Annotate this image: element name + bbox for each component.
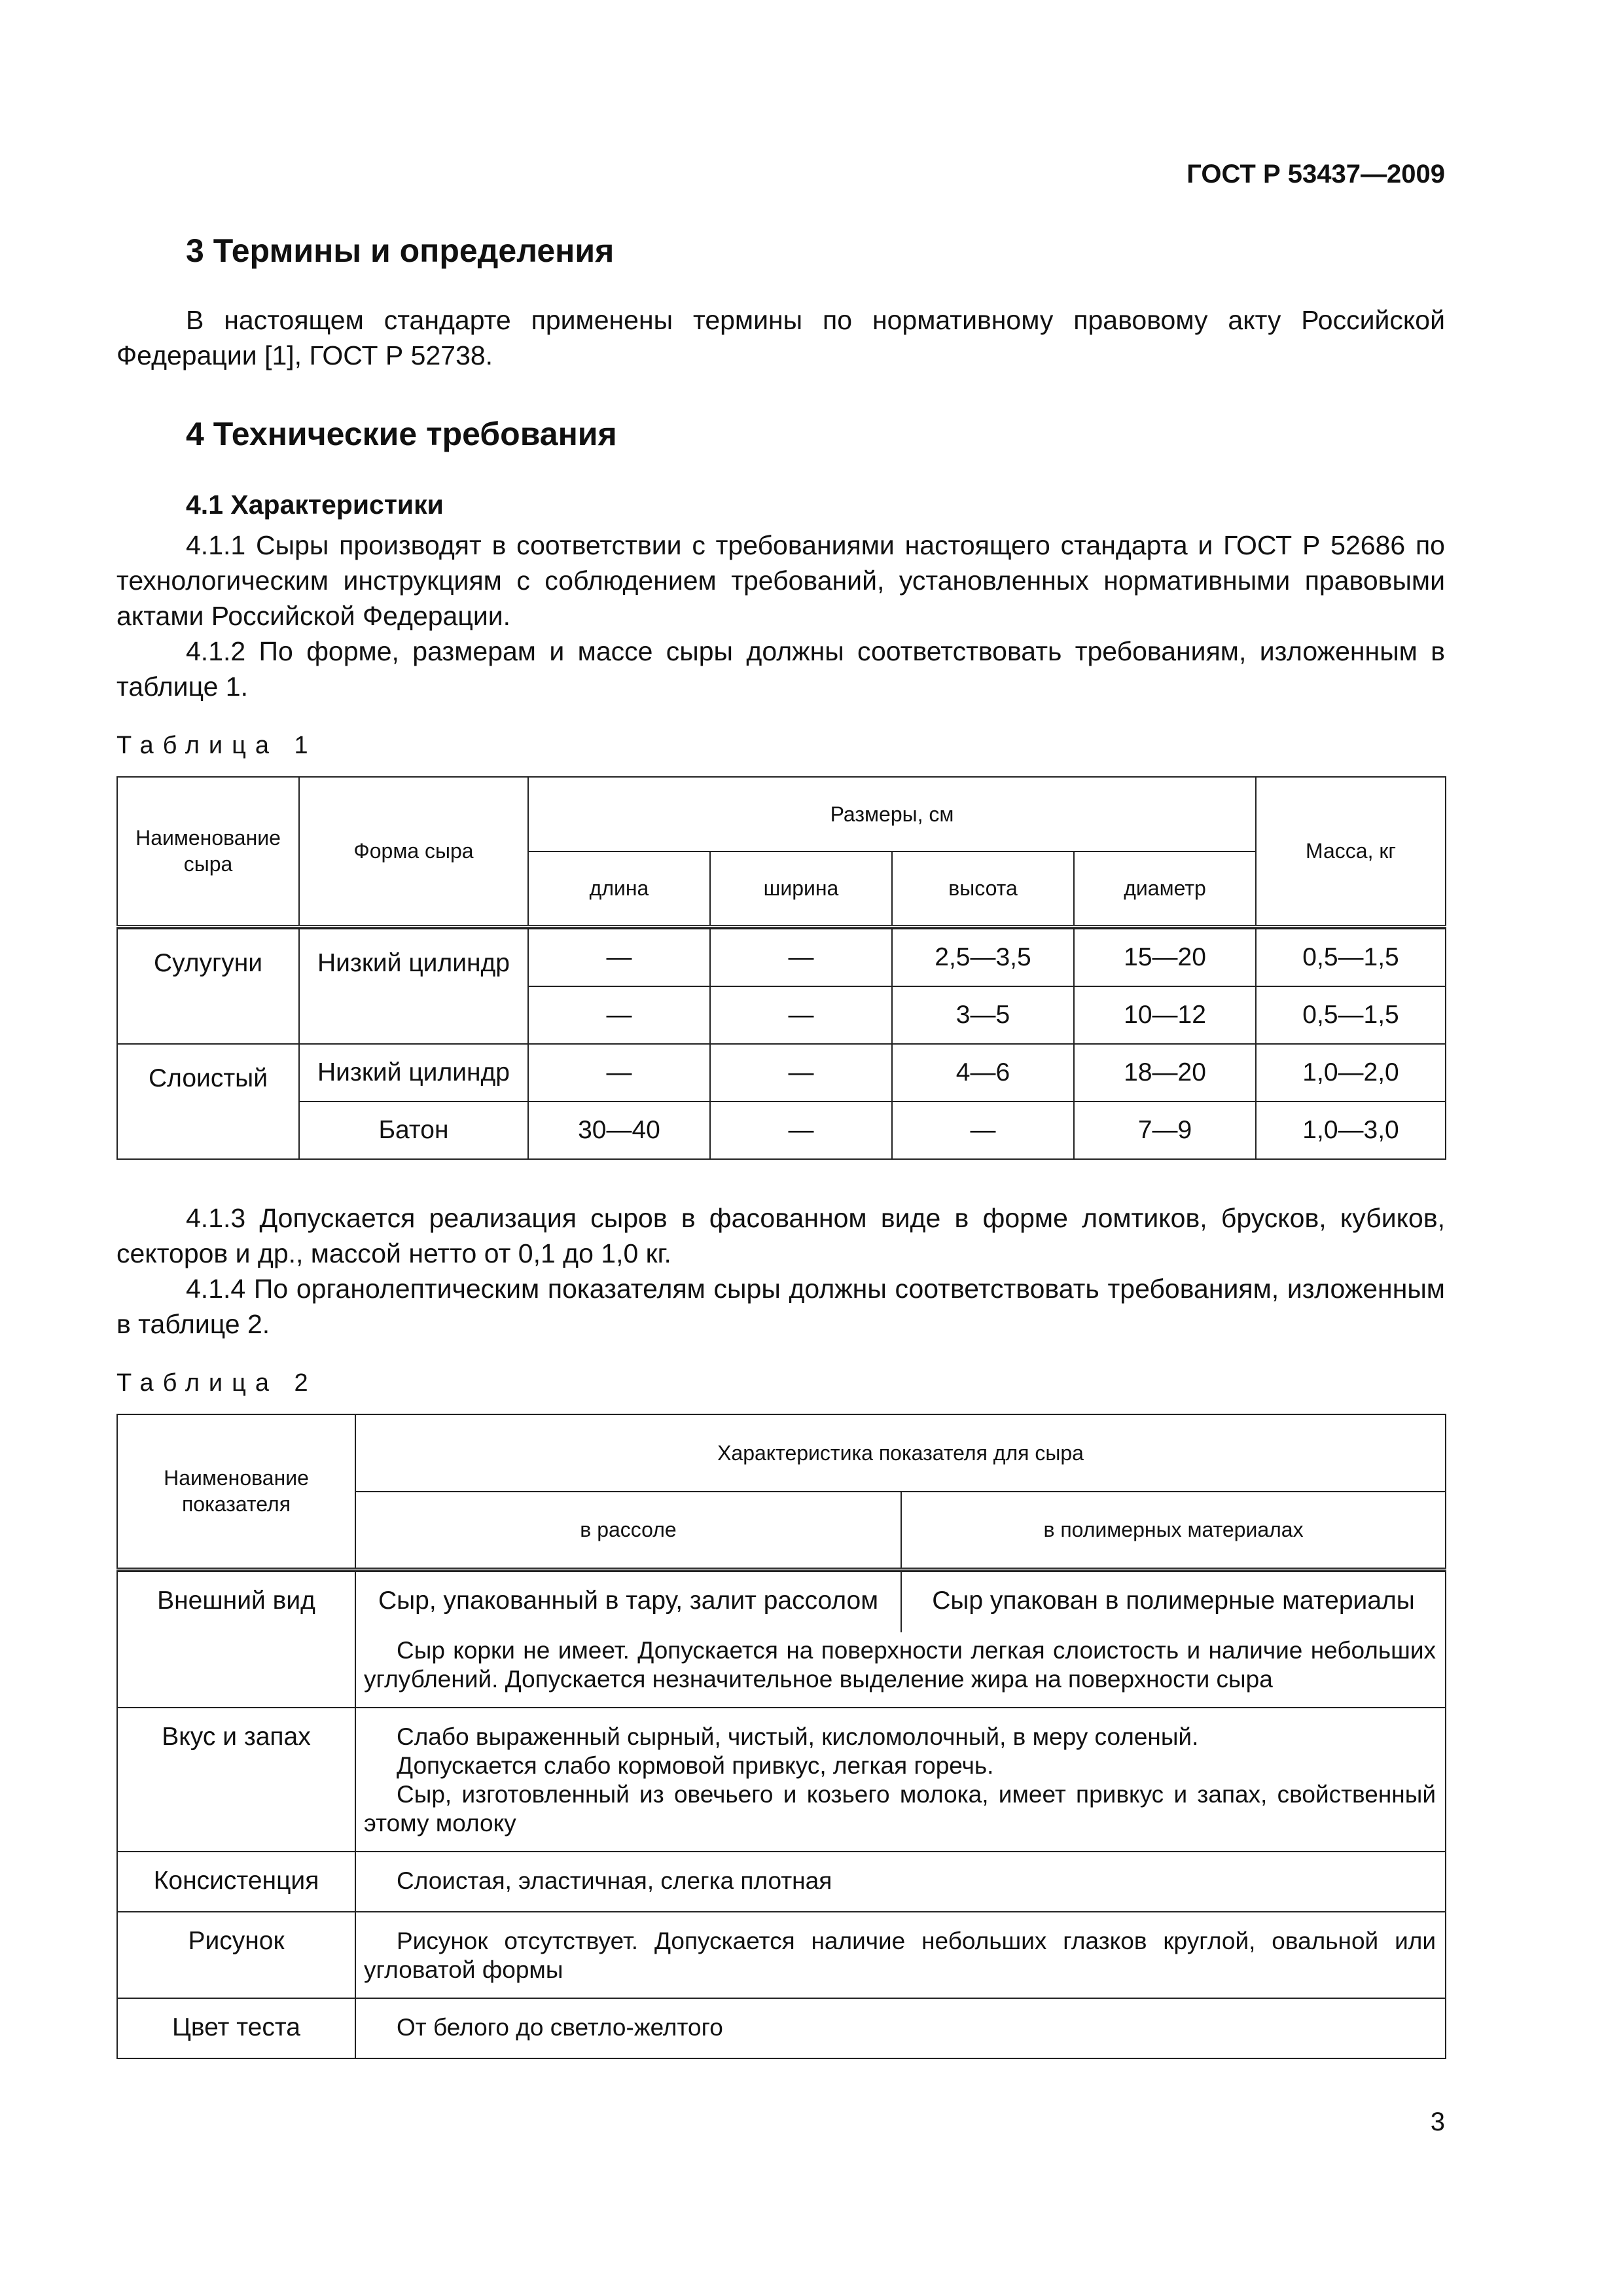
paragraph-4-1-2: 4.1.2 По форме, размерам и массе сыры должны соответствовать требованиям, изложенным в таблице 1.	[116, 636, 1445, 702]
t1-cell-length: —	[528, 986, 710, 1044]
t1-cell-width: —	[710, 1044, 892, 1102]
t2-consistency-text: Слоистая, эластичная, слегка плотная	[397, 1867, 832, 1894]
t1-cell-mass: 1,0—2,0	[1256, 1044, 1446, 1102]
t2-header-indicator: Наименование показателя	[117, 1414, 355, 1569]
t1-cell-name: Слоистый	[117, 1044, 299, 1159]
paragraph-4-1-3: 4.1.3 Допускается реализация сыров в фасованном виде в форме ломтиков, брусков, кубиков, секторов и др., массой нетто от 0,1 до 1,0 кг.	[116, 1203, 1445, 1268]
document-code: ГОСТ Р 53437—2009	[1186, 160, 1445, 188]
table-row	[117, 1102, 1446, 1159]
section-4-title: 4 Технические требования	[186, 416, 617, 452]
subsection-4-1-title: 4.1 Характеристики	[186, 490, 444, 520]
t1-cell-mass: 0,5—1,5	[1256, 929, 1446, 986]
t1-cell-shape: Низкий цилиндр	[299, 1044, 528, 1102]
t1-cell-height: 3—5	[892, 986, 1074, 1044]
table-1-caption: Таблица 1	[116, 732, 317, 759]
t1-cell-mass: 0,5—1,5	[1256, 986, 1446, 1044]
t1-cell-length: 30—40	[528, 1102, 710, 1159]
page-number: 3	[1430, 2108, 1445, 2136]
t2-taste-line-1: Слабо выраженный сырный, чистый, кисломолочный, в меру соленый.	[397, 1723, 1199, 1750]
t1-header-name: Наименование сыра	[117, 777, 299, 926]
section-3-text: В настоящем стандарте применены термины по нормативному правовому акту Российской Федерации [1], ГОСТ Р 52738.	[116, 305, 1445, 370]
t1-cell-width: —	[710, 929, 892, 986]
paragraph-4-1-4: 4.1.4 По органолептическим показателям сыры должны соответствовать требованиям, изложенным в таблице 2.	[116, 1274, 1445, 1339]
t1-cell-height: —	[892, 1102, 1074, 1159]
table-row	[117, 929, 1446, 986]
section-3-title: 3 Термины и определения	[186, 232, 615, 269]
t1-cell-height: 4—6	[892, 1044, 1074, 1102]
t2-header-characteristic: Характеристика показателя для сыра	[355, 1414, 1446, 1492]
table-row	[117, 1571, 1446, 1632]
t2-header-brine: в рассоле	[355, 1492, 901, 1569]
t2-label-appearance: Внешний вид	[117, 1571, 355, 1708]
t1-cell-diameter: 15—20	[1074, 929, 1256, 986]
t1-cell-shape: Низкий цилиндр	[299, 929, 528, 1044]
t1-header-width: ширина	[710, 852, 892, 926]
table-2-caption: Таблица 2	[116, 1369, 317, 1397]
table-row	[117, 1912, 1446, 1998]
t2-label-taste: Вкус и запах	[117, 1708, 355, 1852]
paragraph-4-1-1: 4.1.1 Сыры производят в соответствии с требованиями настоящего стандарта и ГОСТ Р 52686 по технологическим инструкциям с соблюдением требований, установленных нормативными правовыми актами Российской Федерации.	[116, 530, 1445, 631]
t1-cell-mass: 1,0—3,0	[1256, 1102, 1446, 1159]
t1-cell-height: 2,5—3,5	[892, 929, 1074, 986]
t1-cell-length: —	[528, 1044, 710, 1102]
t1-cell-diameter: 18—20	[1074, 1044, 1256, 1102]
t2-label-pattern: Рисунок	[117, 1912, 355, 1998]
t2-appearance-common: Сыр корки не имеет. Допускается на поверхности легкая слоистость и наличие небольших углублений. Допускается незначительное выделение жира на поверхности сыра	[364, 1636, 1436, 1693]
t1-header-mass: Масса, кг	[1256, 777, 1446, 926]
t1-cell-width: —	[710, 986, 892, 1044]
t1-cell-name: Сулугуни	[117, 929, 299, 1044]
t1-cell-width: —	[710, 1102, 892, 1159]
t1-header-shape: Форма сыра	[299, 777, 528, 926]
t2-pattern-text: Рисунок отсутствует. Допускается наличие небольших глазков круглой, овальной или угловатой формы	[364, 1927, 1436, 1983]
t1-cell-length: —	[528, 929, 710, 986]
t2-taste-line-3: Сыр, изготовленный из овечьего и козьего молока, имеет привкус и запах, свойственный этому молоку	[364, 1780, 1436, 1837]
table-row	[117, 1708, 1446, 1852]
t2-label-color: Цвет теста	[117, 1998, 355, 2058]
table-row	[117, 1852, 1446, 1912]
t1-cell-shape: Батон	[299, 1102, 528, 1159]
t1-cell-diameter: 10—12	[1074, 986, 1256, 1044]
t2-appearance-brine: Сыр, упакованный в тару, залит рассолом	[355, 1571, 901, 1632]
t2-taste-line-2: Допускается слабо кормовой привкус, легкая горечь.	[397, 1751, 994, 1779]
table-row	[117, 1998, 1446, 2058]
table-2	[116, 1414, 1446, 2059]
t1-header-height: высота	[892, 852, 1074, 926]
t1-header-diameter: диаметр	[1074, 852, 1256, 926]
t2-label-consistency: Консистенция	[117, 1852, 355, 1912]
table-1	[116, 776, 1446, 1160]
t1-header-length: длина	[528, 852, 710, 926]
table-row	[117, 1044, 1446, 1102]
t1-cell-diameter: 7—9	[1074, 1102, 1256, 1159]
t2-appearance-polymer: Сыр упакован в полимерные материалы	[901, 1571, 1446, 1632]
t1-header-sizes: Размеры, см	[528, 777, 1256, 852]
t2-color-text: От белого до светло-желтого	[397, 2013, 723, 2041]
t2-header-polymer: в полимерных материалах	[901, 1492, 1446, 1569]
